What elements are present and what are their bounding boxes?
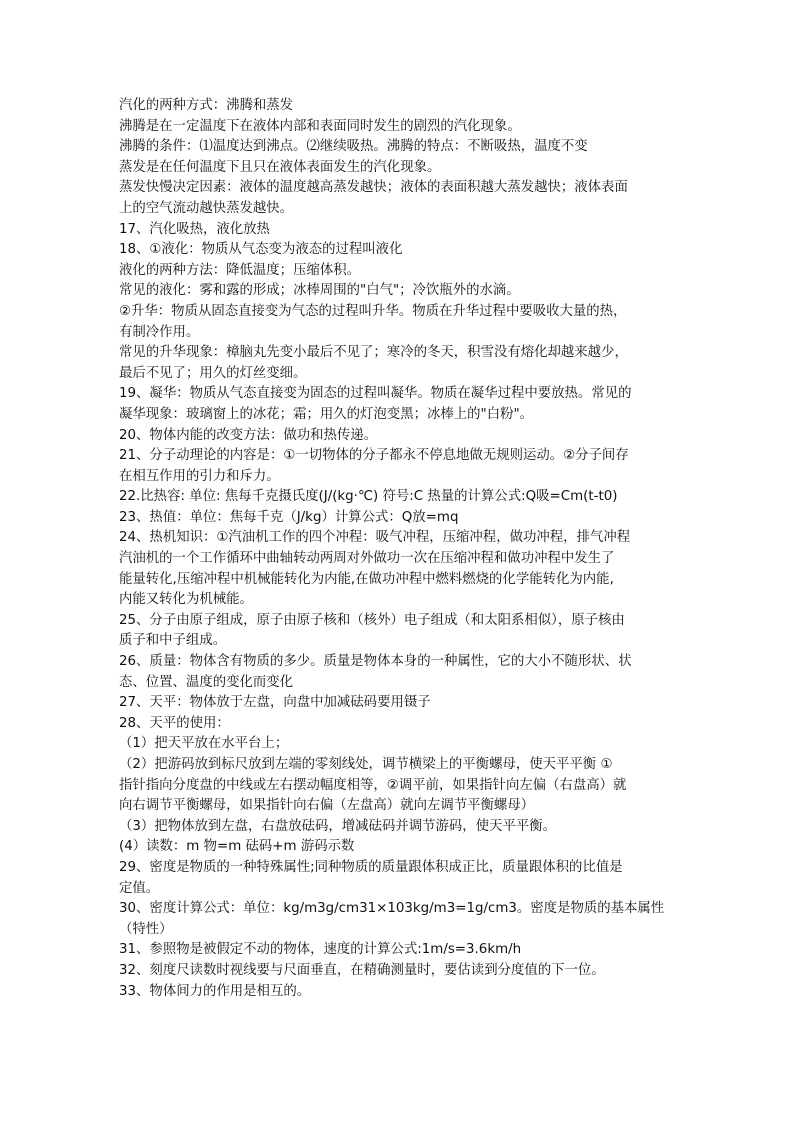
text-line: 25、分子由原子组成，原子由原子核和（核外）电子组成（和太阳系相似），原子核由 — [119, 612, 625, 628]
text-line: 汽油机的一个工作循环中曲轴转动两周对外做功一次在压缩冲程和做功冲程中发生了 — [119, 551, 615, 567]
text-line: 质子和中子组成。 — [119, 633, 227, 649]
text-line: 有制冷作用。 — [119, 324, 200, 340]
text-line: 沸腾是在一定温度下在液体内部和表面同时发生的剧烈的汽化现象。 — [119, 118, 521, 134]
text-line: 常见的升华现象：樟脑丸先变小最后不见了；寒冷的冬天，积雪没有熔化却越来越少， — [119, 345, 628, 361]
text-line: 态、位置、温度的变化而变化 — [119, 674, 294, 690]
text-line: 蒸发快慢决定因素：液体的温度越高蒸发越快；液体的表面积越大蒸发越快；液体表面 — [119, 180, 628, 196]
text-line: 凝华现象：玻璃窗上的冰花；霜；用久的灯泡变黑；冰棒上的"白粉"。 — [119, 406, 534, 422]
text-line: 22.比热容: 单位: 焦每千克摄氏度(J/(kg·℃) 符号:C 热量的计算公式:Q吸=Cm(t-t0) — [119, 489, 618, 505]
text-line: 在相互作用的引力和斥力。 — [119, 468, 280, 484]
text-line: （2）把游码放到标尺放到左端的零刻线处，调节横梁上的平衡螺母，使天平平衡 ① — [119, 757, 613, 772]
text-line: 27、天平：物体放于左盘，向盘中加减砝码要用镊子 — [119, 695, 431, 711]
text-line: 19、凝华：物质从气态直接变为固态的过程叫凝华。物质在凝华过程中要放热。常见的 — [119, 386, 632, 402]
text-line: ②升华：物质从固态直接变为气态的过程叫升华。物质在升华过程中要吸收大量的热， — [119, 303, 627, 319]
text-line: 指针指向分度盘的中线或左右摆动幅度相等，②调平前，如果指针向左偏（右盘高）就 — [119, 777, 627, 793]
text-line: 20、物体内能的改变方法：做功和热传递。 — [119, 427, 378, 443]
text-line: 最后不见了；用久的灯丝变细。 — [119, 365, 307, 381]
text-line: 30、密度计算公式：单位：kg/m3g/cm31×103kg/m3=1g/cm3。密度是物质的基本属性 — [119, 901, 665, 917]
text-line: 31、参照物是被假定不动的物体，速度的计算公式:1m/s=3.6km/h — [119, 942, 522, 958]
text-line: 18、①液化：物质从气态变为液态的过程叫液化 — [119, 242, 403, 258]
text-line: 液化的两种方法：降低温度；压缩体积。 — [119, 262, 361, 278]
text-line: 沸腾的条件：⑴温度达到沸点。⑵继续吸热。沸腾的特点：不断吸热，温度不变 — [119, 139, 588, 155]
text-line: 29、密度是物质的一种特殊属性;同种物质的质量跟体积成正比，质量跟体积的比值是 — [119, 859, 623, 875]
text-line: 24、热机知识：①汽油机工作的四个冲程：吸气冲程，压缩冲程，做功冲程，排气冲程 — [119, 530, 631, 546]
text-line: 33、物体间力的作用是相互的。 — [119, 983, 311, 999]
text-line: 28、天平的使用： — [119, 715, 230, 731]
text-line: 上的空气流动越快蒸发越快。 — [119, 200, 294, 216]
text-line: 17、汽化吸热，液化放热 — [119, 221, 270, 237]
text-line: 能量转化,压缩冲程中机械能转化为内能,在做功冲程中燃料燃烧的化学能转化为内能, — [119, 571, 614, 587]
text-line: 蒸发是在任何温度下且只在液体表面发生的汽化现象。 — [119, 159, 441, 175]
text-line: 向右调节平衡螺母，如果指针向右偏（左盘高）就向左调节平衡螺母） — [119, 798, 535, 814]
text-line: （3）把物体放到左盘，右盘放砝码，增减砝码并调节游码，使天平平衡。 — [119, 818, 557, 834]
text-line: （1）把天平放在水平台上； — [119, 736, 289, 752]
document-body — [119, 96, 681, 1002]
text-line: 23、热值：单位：焦每千克（J/kg）计算公式：Q放=mq — [119, 509, 459, 525]
text-line: 定值。 — [119, 880, 160, 896]
text-line: 内能又转化为机械能。 — [119, 592, 253, 608]
text-line: 汽化的两种方式：沸腾和蒸发 — [119, 98, 294, 113]
text-line: （特性） — [119, 921, 173, 937]
text-line: 32、刻度尺读数时视线要与尺面垂直，在精确测量时，要估读到分度值的下一位。 — [119, 962, 605, 978]
text-line: 常见的液化：雾和露的形成；冰棒周围的"白气"；冷饮瓶外的水滴。 — [119, 283, 520, 299]
text-line: 21、分子动理论的内容是：①一切物体的分子都永不停息地做无规则运动。②分子间存 — [119, 448, 629, 464]
text-line: (4）读数：m 物=m 砝码+m 游码示数 — [119, 839, 355, 855]
text-line: 26、质量：物体含有物质的多少。质量是物体本身的一种属性，它的大小不随形状、状 — [119, 654, 632, 670]
